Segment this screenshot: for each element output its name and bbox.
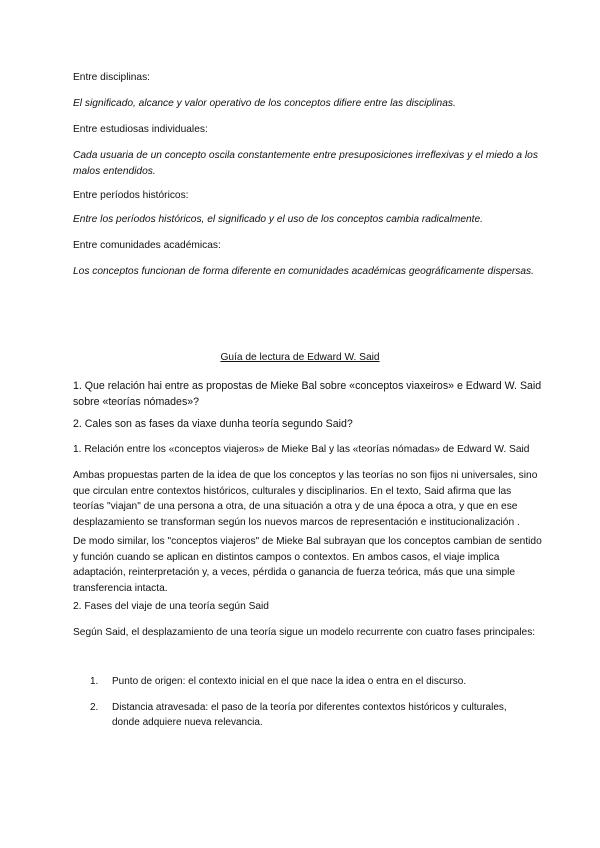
section-2-title: 2. Fases del viaje de una teoría según Said: [73, 601, 269, 612]
phases-list: [73, 674, 533, 741]
paragraph-2: De modo similar, los "conceptos viajeros" de Mieke Bal subrayan que los conceptos cambian de sentido y función cuando se aplican en distintos campos o contextos. En ambos casos, el viaje implica adaptación, reinterpretación y, a veces, pérdida o ganancia de fuerza teórica, más que una simple transferencia intacta.: [73, 536, 542, 594]
section-1-title: 1. Relación entre los «conceptos viajeros» de Mieke Bal y las «teorías nómadas» de Edward W. Said: [73, 444, 530, 455]
phase-item: [73, 700, 533, 731]
paragraph-1: Ambas propuestas parten de la idea de que los conceptos y las teorías no son fijos ni universales, sino que circulan entre contextos históricos, culturales y disciplinarios. En el texto, Said afirma que las teorías "viajan" de una persona a otra, de una situación a otra y de una época a otra, y que en ese desplazamiento se transforman según los nuevos marcos de representación e institucionalización .: [73, 470, 538, 528]
phase-number: 2.: [90, 701, 99, 713]
comparison-label-scholars: Entre estudiosas individuales:: [73, 124, 208, 135]
paragraph-3: Según Said, el desplazamiento de una teoría sigue un modelo recurrente con cuatro fases principales:: [73, 627, 536, 638]
comparison-text-periods: Entre los períodos históricos, el significado y el uso de los conceptos cambia radicalmente.: [73, 214, 483, 225]
comparison-label-disciplines: Entre disciplinas:: [73, 72, 151, 83]
comparison-text-communities: Los conceptos funcionan de forma diferente en comunidades académicas geográficamente dispersas.: [73, 266, 534, 277]
phase-text: Distancia atravesada: el paso de la teoría por diferentes contextos históricos y culturales, donde adquiere nueva relevancia.: [112, 701, 507, 728]
phase-number: 1.: [90, 676, 99, 687]
guide-title: Guía de lectura de Edward W. Said: [220, 352, 380, 363]
comparison-label-periods: Entre períodos históricos:: [73, 190, 189, 201]
phase-text: Punto de origen: el contexto inicial en el que nace la idea o entra en el discurso.: [112, 676, 467, 687]
question-2: 2. Cales son as fases da viaxe dunha teoría segundo Said?: [73, 418, 353, 430]
comparison-label-communities: Entre comunidades académicas:: [73, 240, 221, 251]
comparison-text-disciplines: El significado, alcance y valor operativo de los conceptos difiere entre las disciplinas.: [73, 98, 456, 109]
phase-item: [73, 674, 533, 690]
comparison-text-scholars: Cada usuaria de un concepto oscila constantemente entre presuposiciones irreflexivas y el miedo a los malos entendidos.: [73, 150, 538, 177]
question-1: 1. Que relación hai entre as propostas de Mieke Bal sobre «conceptos viaxeiros» e Edward W. Said sobre «teorías nómades»?: [73, 380, 542, 408]
